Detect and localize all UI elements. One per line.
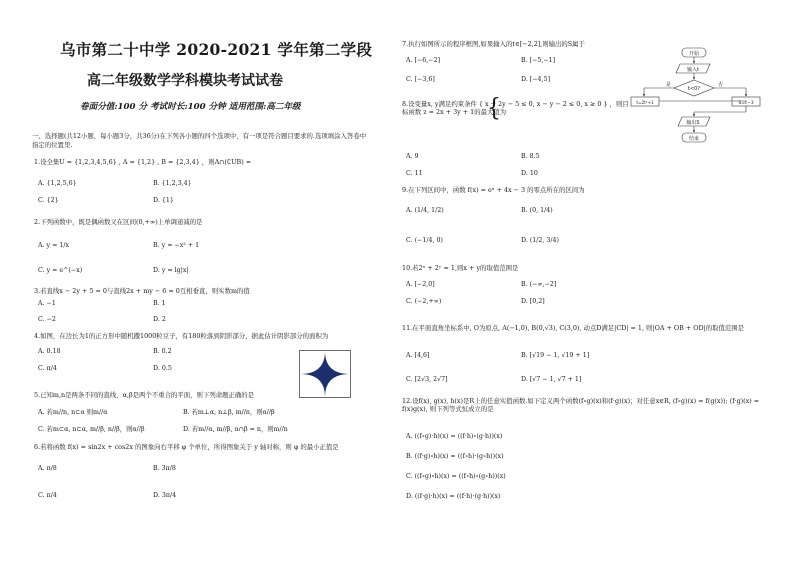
left-q1-stem: 1.设全集U = {1,2,3,4,5,6} , A = {1,2} , B = {2,3,4} ，则A∩(∁UB) =	[34, 158, 252, 166]
right-q4-option-b: B. (−∞,−2]	[521, 281, 557, 288]
left-q5-option-d: D. 若m//α, m//β, α∩β = n，则m//n	[183, 426, 288, 433]
right-q6-option-a: A. ((f∘g)·h)(x) = ((f·h)∘(g·h))(x)	[406, 433, 503, 440]
left-q3-option-a: A. −1	[38, 300, 56, 307]
left-q1-option-d: D. {1}	[153, 197, 174, 204]
right-q4-option-d: D. [0,2]	[521, 298, 545, 305]
left-q3-stem: 3.若直线x − 2y + 5 = 0与直线2x + my − 6 = 0互相垂直，则实数m的值	[34, 287, 250, 295]
right-q3-stem: 9.在下列区间中，函数 f(x) = eˣ + 4x − 3 的零点所在的区间为	[402, 186, 585, 194]
right-q1-stem: 7.执行如图所示的程序框图,如果输入的t∈[−2,2],则输出的S属于	[402, 40, 585, 48]
fc-yes-text: 是	[666, 82, 672, 88]
left-q5-option-c: C. 若m⊂α, n⊂α, m//β, n//β，则α//β	[38, 426, 145, 433]
q4-star-figure	[299, 350, 351, 398]
left-q6-option-b: B. 3π/8	[153, 465, 176, 472]
left-q6-stem: 6.若将函数 f(x) = sin2x + cos2x 的图象向右平移 φ 个单位，所得图象关于 y 轴对称，则 φ 的最小正值是	[34, 443, 339, 451]
left-q2-stem: 2.下列函数中，既是偶函数又在区间(0,+∞)上单调递减的是	[34, 218, 203, 226]
right-q2-option-c: C. 11	[406, 170, 423, 177]
fc-cond-text: t<0?	[688, 86, 700, 92]
q8-brace: {	[487, 94, 501, 123]
fc-no-text: 否	[718, 82, 724, 88]
left-q5-option-a: A. 若m//n, n⊂α 则m//α	[38, 409, 108, 416]
left-q6-option-c: C. π/4	[38, 492, 57, 499]
right-q6-stem: 12.设f(x), g(x), h(x)是R上的任意实值函数.如下定义两个函数(f∘g)(x)和(f·g)(x)；对任意x∈R, (f∘g)(x) = f(g(x)); (f·g)(x) = f(x)g(x), 则下列等式恒成立的是	[402, 397, 760, 413]
left-q1-option-c: C. {2}	[38, 197, 59, 204]
right-q6-option-d: D. ((f·g)·h)(x) = ((f·h)·(g·h))(x)	[406, 493, 501, 500]
right-q1-option-b: B. [−5,−1]	[521, 57, 556, 64]
left-q4-option-c: C. π/4	[38, 365, 57, 372]
fc-start-text: 开始	[688, 51, 700, 57]
right-q2-option-a: A. 9	[406, 153, 419, 160]
left-q4-stem: 4.如图，在边长为1的正方形中随机撒1000粒豆子，有180粒落到阴影部分，据此估计阴影部分的面积为	[34, 332, 329, 340]
right-q3-option-b: B. (0, 1/4)	[521, 207, 553, 214]
fc-input-text: 输入t	[687, 67, 699, 73]
left-q1-option-a: A. {1,2,5,6}	[38, 180, 77, 187]
flowchart-figure	[628, 46, 776, 148]
left-q4-option-a: A. 0.18	[38, 348, 61, 355]
left-q4-option-d: D. 0.5	[153, 365, 172, 372]
left-q5-stem: 5.已知m,n是两条不同的直线，α,β是两个不重合的平面，则下列命题正确的是	[34, 391, 255, 399]
right-q5-option-b: B. [√19 − 1, √19 + 1]	[521, 352, 590, 359]
left-q2-option-d: D. y = lg|x|	[153, 267, 189, 274]
right-q6-option-c: C. ((f∘g)∘h)(x) = ((f∘h)∘(g∘h))(x)	[406, 473, 506, 480]
right-q5-stem: 11.在平面直角坐标系中, O为原点, A(−1,0), B(0,√3), C(3,0), 动点D满足|CD| = 1, 则|OA + OB + OD|的取值范围是	[402, 324, 745, 332]
left-q3-option-c: C. −2	[38, 316, 56, 323]
right-q3-option-a: A. (1/4, 1/2)	[406, 207, 444, 214]
right-q1-option-d: D. [−4,5]	[521, 76, 551, 83]
right-q3-option-d: D. (1/2, 3/4)	[521, 237, 560, 244]
left-q1-option-b: B. {1,2,3,4}	[153, 180, 192, 187]
right-q4-option-a: A. [−2,0]	[406, 281, 435, 288]
left-q6-option-a: A. π/8	[38, 465, 57, 472]
fc-output-text: 输出S	[686, 120, 700, 126]
left-q3-option-d: D. 2	[153, 316, 166, 323]
exam-title: 乌市第二十中学 2020-2021 学年第二学段	[60, 40, 373, 59]
right-q3-option-c: C. (−1/4, 0)	[406, 237, 443, 244]
right-q4-stem: 10.若2ˣ + 2ʸ = 1,则x + y的取值范围是	[402, 264, 519, 272]
fc-left-text: t=2t²+1	[636, 100, 654, 105]
right-q4-option-c: C. (−2,+∞)	[406, 298, 442, 305]
right-q2-option-d: D. 10	[521, 170, 538, 177]
right-q1-option-c: C. [−3,6]	[406, 76, 435, 83]
right-q5-option-d: D. [√7 − 1, √7 + 1]	[521, 376, 582, 383]
exam-info: 卷面分值:100 分 考试时长:100 分钟 适用范围:高二年级	[80, 102, 301, 112]
section-intro: 一、选择题(共12小题，每小题3分，共36分)在下列各小题的四个选项中，有一项是符合题目要求的.选项填涂入答卷中指定的位置里.	[32, 132, 367, 150]
right-q2-stem: 8.设变量x, y满足约束条件 { x + 2y − 5 ≤ 0, x − y − 2 ≤ 0, x ≥ 0 } ，则目标函数 z = 2x + 3y + 1的最大值为	[402, 100, 629, 116]
right-q6-option-b: B. ((f·g)∘h)(x) = ((f∘h)·(g∘h))(x)	[406, 453, 504, 460]
left-q3-option-b: B. 1	[153, 300, 166, 307]
left-q4-option-b: B. 0.2	[153, 348, 172, 355]
right-q5-option-a: A. [4,6]	[406, 352, 430, 359]
left-q2-option-a: A. y = 1/x	[38, 242, 70, 249]
fc-right-text: S=t−3	[738, 101, 754, 106]
left-q2-option-c: C. y = e^(−x)	[38, 267, 83, 274]
left-q5-option-b: B. 若m⊥α, n⊥β, m//n，则α//β	[183, 409, 275, 416]
fc-end-text: 结束	[688, 136, 700, 142]
left-q2-option-b: B. y = −x² + 1	[153, 242, 200, 249]
left-q6-option-d: D. 3π/4	[153, 492, 177, 499]
right-q1-option-a: A. [−6,−2]	[406, 57, 441, 64]
exam-subtitle: 高二年级数学学科模块考试试卷	[87, 73, 283, 89]
right-q5-option-c: C. [2√3, 2√7]	[406, 376, 448, 383]
right-q2-option-b: B. 8.5	[521, 153, 540, 160]
